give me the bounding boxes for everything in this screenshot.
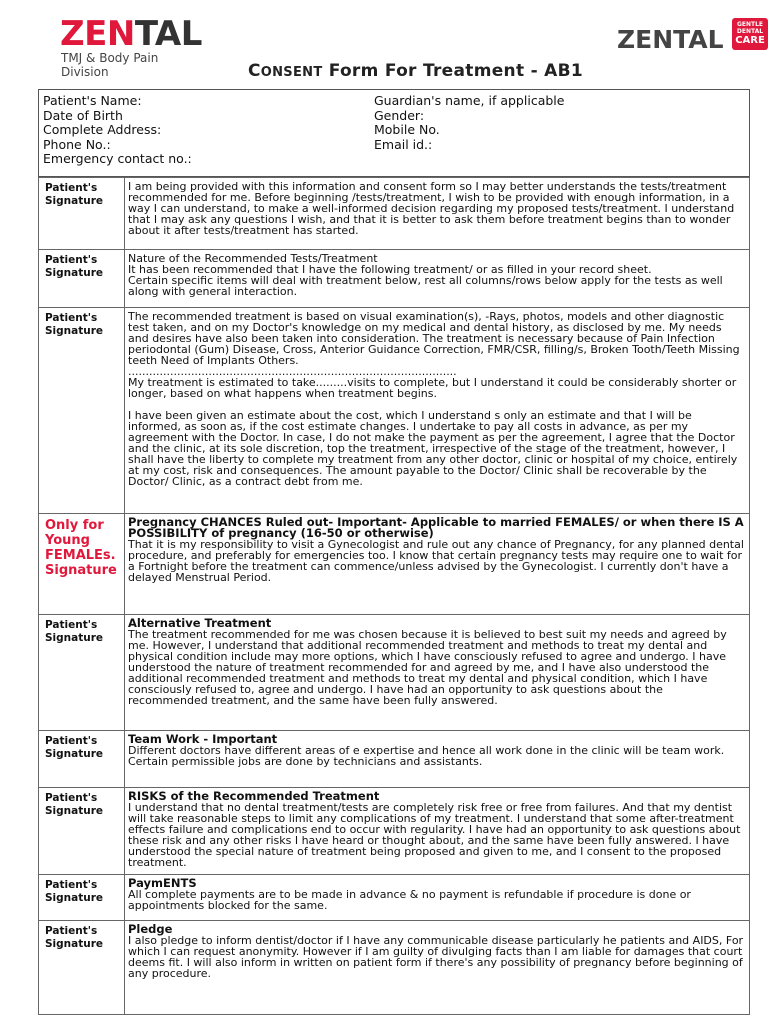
page-header [0,0,770,90]
consent-row [39,250,750,308]
patient-signature-cell[interactable]: Patient's Signature [39,178,125,250]
zental-logo-right: ZENTAL [617,25,724,54]
patient-info-left-column [43,94,192,167]
section-heading: Alternative Treatment [128,616,272,630]
section-heading: Pledge [128,922,173,936]
patient-info-right-column [374,94,564,152]
zental-logo-left [60,16,202,52]
right-field-label: Mobile No. [374,122,440,138]
consent-paragraph: I also pledge to inform dentist/doctor if I have any communicable disease particularly he patients and AIDS, For which I can request anonymity. However if I am guilty of divulging facts than I am liable for damages that court deems fit. I will also inform in written on patient form if there's any possibility of pregnancy before beginning of any procedure. [128,934,744,980]
consent-text-cell [125,250,750,308]
consent-paragraph: The recommended treatment is based on visual examination(s), -Rays, photos, models and other diagnostic test taken, and on my Doctor's knowledge on my medical and dental history, as disclosed by me. My needs and desires have also been taken into consideration. The treatment is necessary because of Pain Infection periodontal (Gum) Disease, Cross, Anterior Guidance Correction, FMR/CSR, filling/s, Broken Tooth/Teeth Missing teeth Need of Implants Others. [128,310,740,367]
left-field-label: Date of Birth [43,107,123,123]
consent-row [39,615,750,731]
badge-line-2: DENTAL [736,28,764,35]
patient-signature-cell[interactable]: Only for Young FEMALEs. Signature [39,514,125,615]
consent-text-cell [125,615,750,731]
logo-left-red-part: ZEN [60,14,135,54]
consent-row [39,875,750,921]
consent-row [39,731,750,788]
patient-info-box [38,89,750,177]
consent-table [38,177,750,1015]
form-title [248,61,583,81]
patient-signature-cell[interactable]: Patient's Signature [39,308,125,514]
consent-paragraph: My treatment is estimated to take.........visits to complete, but I understand it could be considerably shorter or longer, based on what happens when treatment begins. [128,376,737,400]
consent-paragraph: Nature of the Recommended Tests/Treatment [128,252,378,265]
consent-paragraph: All complete payments are to be made in advance & no payment is refundable if procedure is done or appointments blocked for the same. [128,888,691,912]
badge-line-1: GENTLE [736,21,764,28]
patient-signature-cell[interactable]: Patient's Signature [39,250,125,308]
title-initial: C [248,61,261,81]
consent-row [39,178,750,250]
consent-row [39,514,750,615]
consent-text-cell [125,514,750,615]
badge-line-3: CARE [735,35,765,46]
consent-text-cell [125,875,750,921]
consent-paragraph: I understand that no dental treatment/tests are completely risk free or free from failures. And that my dentist will take reasonable steps to limit any complications of my treatment. I understand that some after-treatment effects failure and complications end to occur with regularity. I have had an opportunity to ask questions about these risk and any other risks I have heard or thought about, and the same have been fully answered. I have understood the special nature of treatment being proposed and given to me, and I consent to the proposed treatment. [128,801,741,869]
patient-signature-cell[interactable]: Patient's Signature [39,731,125,788]
division-label: TMJ & Body Pain Division [61,51,159,79]
section-heading: Pregnancy CHANCES Ruled out- Important- Applicable to married FEMALES/ or when there IS A POSSIBILITY of pregnancy (16-50 or otherwise) [128,515,744,540]
consent-paragraph: Different doctors have different areas of e expertise and hence all work done in the clinic will be team work. Certain permissible jobs are done by technicians and assistants. [128,744,725,768]
right-field-label: Email id.: [374,136,433,152]
right-field-label: Gender: [374,107,425,123]
consent-row [39,788,750,875]
consent-paragraph: The treatment recommended for me was chosen because it is believed to best suit my needs and agreed by me. However, I understand that additional recommended treatment and methods to treat my dental and physical condition include may more options, which I have consciously refused to agree and undergo. I have understood the nature of treatment recommended for and agreed by me, and I have also understood the additional recommended treatment and methods to treat my dental and physical condition, which I have consciously refused to, agree and undergo. I have had an opportunity to ask questions about the recommended treatment, and the same have been fully answered. [128,628,727,707]
consent-text-cell [125,308,750,514]
patient-signature-cell[interactable]: Patient's Signature [39,875,125,921]
patient-signature-cell[interactable]: Patient's Signature [39,921,125,1015]
patient-signature-cell[interactable]: Patient's Signature [39,615,125,731]
left-field-label: Patient's Name: [43,93,142,108]
left-field-label: Complete Address: [43,122,162,138]
title-rest: Form For Treatment - AB1 [322,61,584,81]
consent-paragraph: Certain specific items will deal with treatment below, rest all columns/rows below apply for the tests as well along with general interaction. [128,274,723,298]
patient-signature-cell[interactable]: Patient's Signature [39,788,125,875]
consent-paragraph: It has been recommended that I have the following treatment/ or as filled in your record sheet. [128,263,652,276]
consent-row [39,921,750,1015]
section-heading: RISKS of the Recommended Treatment [128,789,380,803]
consent-text-cell [125,788,750,875]
section-heading: PaymENTS [128,876,197,890]
consent-paragraph: That it is my responsibility to visit a Gynecologist and rule out any chance of Pregnancy, for any planned dental procedure, and preferably for emergencies too. I know that certain pregnancy tests may require one to wait for a Fortnight before the treatment can commence/unless advised by the Gynecologist. I currently don't have a delayed Menstrual Period. [128,538,744,584]
consent-paragraph: I have been given an estimate about the cost, which I understand s only an estimate and that I will be informed, as soon as, if the cost estimate changes. I undertake to pay all costs in advance, as per my agreement with the Doctor. In case, I do not make the payment as per the agreement, I agree that the Doctor and the clinic, at its sole discretion, top the treatment, irrespective of the stage of the treatment, however, I shall have the liberty to complete my treatment from any other doctor, clinic or hospital of my choice, entirely at my cost, risk and consequences. The amount payable to the Doctor/ Clinic shall be recoverable by the Doctor/ Clinic, as a contract debt from me. [128,409,738,488]
consent-paragraph: .............................................................................................. [128,365,457,378]
consent-text-cell [125,731,750,788]
gentle-dental-care-badge [732,18,768,50]
left-field-label: Emergency contact no.: [43,151,192,167]
consent-text-cell [125,921,750,1015]
consent-row [39,308,750,514]
consent-text-cell [125,178,750,250]
consent-paragraph: I am being provided with this information and consent form so I may better understands the tests/treatment recommended for me. Before beginning /tests/treatment, I wish to be provided with enough information, in a way I can understand, to make a well-informed decision regarding my proposed tests/treatment. I understand that I may ask any questions I wish, and that it is better to ask them before treatment begins than to wonder about it after tests/treatment has started. [128,180,735,237]
logo-left-black-part: TAL [134,14,202,54]
section-heading: Team Work - Important [128,732,278,746]
left-field-label: Phone No.: [43,136,111,152]
right-field-label: Guardian's name, if applicable [374,93,565,108]
title-smallcaps: ONSENT [260,65,323,80]
